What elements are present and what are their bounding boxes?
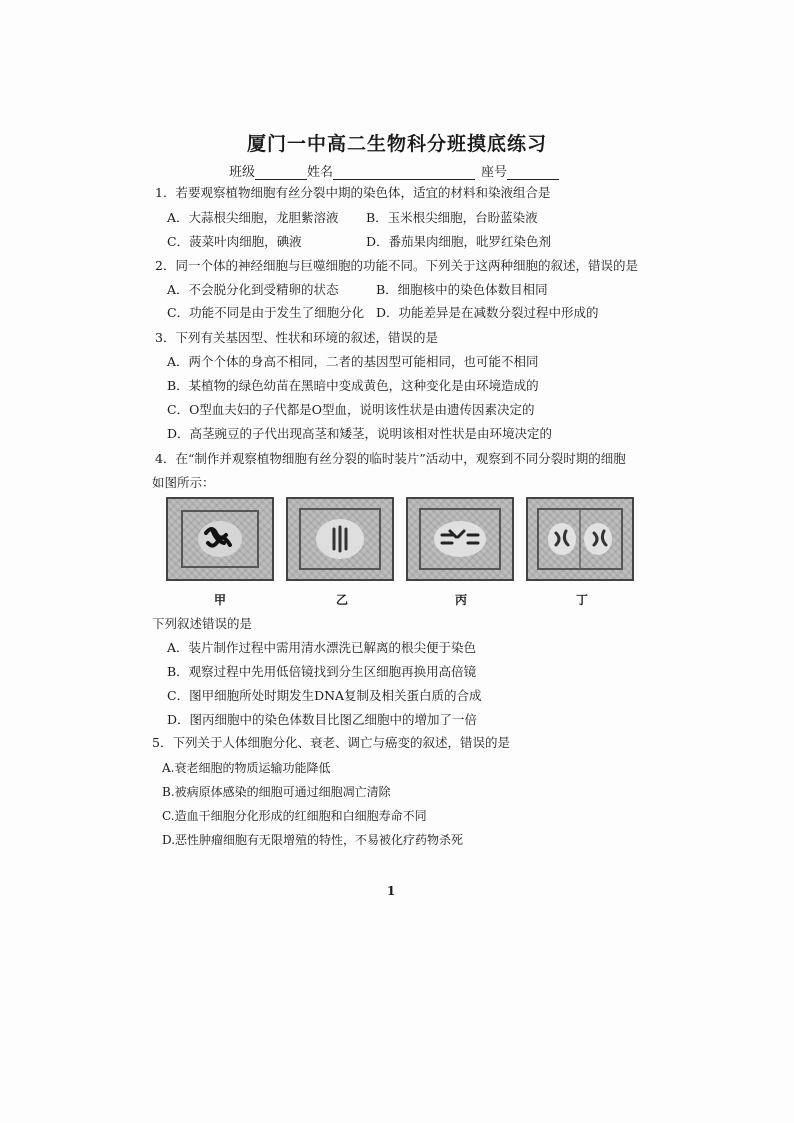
question-5-stem: 5．下列关于人体细胞分化、衰老、调亡与癌变的叙述，错误的是 bbox=[152, 735, 510, 750]
micrograph-yi-drawing bbox=[288, 499, 392, 579]
question-5-option-d[interactable]: D.恶性肿瘤细胞有无限增殖的特性，不易被化疗药物杀死 bbox=[162, 833, 464, 847]
question-4-option-a[interactable]: A．装片制作过程中需用清水漂洗已解离的根尖便于染色 bbox=[167, 640, 477, 655]
micrograph-ding-drawing bbox=[528, 499, 632, 579]
seat-label: 座号 bbox=[481, 165, 508, 180]
image-label-jia: 甲 bbox=[213, 593, 226, 607]
question-5-option-c[interactable]: C.造血干细胞分化形成的红细胞和白细胞寿命不同 bbox=[162, 809, 427, 823]
question-1-option-c[interactable]: C．菠菜叶肉细胞，碘液 bbox=[167, 234, 302, 249]
question-5-option-a[interactable]: A.衰老细胞的物质运输功能降低 bbox=[162, 761, 331, 775]
question-3-option-d[interactable]: D．高茎豌豆的子代出现高茎和矮茎，说明该相对性状是由环境决定的 bbox=[167, 426, 553, 441]
micrograph-bing-drawing bbox=[408, 499, 512, 579]
question-3-option-c[interactable]: C．O型血夫妇的子代都是O型血，说明该性状是由遗传因素决定的 bbox=[167, 402, 535, 417]
micrograph-yi bbox=[286, 497, 394, 581]
image-label-yi: 乙 bbox=[335, 593, 348, 607]
question-2-option-a[interactable]: A．不会脱分化到受精卵的状态 bbox=[167, 282, 339, 297]
question-4-stem: 4．在“制作并观察植物细胞有丝分裂的临时装片”活动中，观察到不同分裂时期的细胞 bbox=[155, 451, 626, 466]
class-blank[interactable] bbox=[255, 166, 307, 180]
question-1-stem: 1．若要观察植物细胞有丝分裂中期的染色体，适宜的材料和染液组合是 bbox=[155, 185, 551, 200]
micrograph-jia-drawing bbox=[168, 499, 272, 579]
question-1-option-d[interactable]: D．番茄果肉细胞，吡罗红染色剂 bbox=[366, 234, 552, 249]
class-label: 班级 bbox=[229, 165, 256, 180]
question-4-option-b[interactable]: B．观察过程中先用低倍镜找到分生区细胞再换用高倍镜 bbox=[167, 664, 477, 679]
question-2-stem: 2．同一个体的神经细胞与巨噬细胞的功能不同。下列关于这两种细胞的叙述，错误的是 bbox=[155, 258, 638, 273]
seat-blank[interactable] bbox=[507, 166, 559, 180]
question-2-option-d[interactable]: D．功能差异是在减数分裂过程中形成的 bbox=[376, 305, 599, 320]
question-5-option-b[interactable]: B.被病原体感染的细胞可通过细胞凋亡清除 bbox=[162, 785, 391, 799]
question-4-option-c[interactable]: C．图甲细胞所处时期发生DNA复制及相关蛋白质的合成 bbox=[167, 688, 482, 703]
question-2-option-b[interactable]: B．细胞核中的染色体数目相同 bbox=[376, 282, 548, 297]
question-4-option-d[interactable]: D．图丙细胞中的染色体数目比图乙细胞中的增加了一倍 bbox=[167, 712, 478, 727]
name-label: 姓名 bbox=[307, 165, 334, 180]
question-2-option-c[interactable]: C．功能不同是由于发生了细胞分化 bbox=[167, 305, 365, 320]
page-number: 1 bbox=[386, 884, 396, 898]
page-title: 厦门一中高二生物科分班摸底练习 bbox=[246, 133, 547, 155]
question-1-option-a[interactable]: A．大蒜根尖细胞，龙胆紫溶液 bbox=[167, 210, 339, 225]
question-3-option-a[interactable]: A．两个个体的身高不相同，二者的基因型可能相同，也可能不相同 bbox=[167, 354, 539, 369]
question-3-stem: 3．下列有关基因型、性状和环境的叙述，错误的是 bbox=[155, 330, 438, 345]
micrograph-ding bbox=[526, 497, 634, 581]
student-info-row bbox=[229, 161, 559, 180]
question-1-option-b[interactable]: B．玉米根尖细胞，台盼蓝染液 bbox=[366, 210, 538, 225]
micrograph-bing bbox=[406, 497, 514, 581]
name-blank[interactable] bbox=[333, 166, 475, 180]
image-label-bing: 丙 bbox=[454, 593, 467, 607]
question-4-lead: 下列叙述错误的是 bbox=[152, 616, 253, 631]
micrograph-row bbox=[166, 497, 636, 583]
micrograph-jia bbox=[166, 497, 274, 581]
image-label-ding: 丁 bbox=[575, 593, 588, 607]
question-4-stem-continued: 如图所示： bbox=[152, 475, 215, 490]
question-3-option-b[interactable]: B．某植物的绿色幼苗在黑暗中变成黄色，这种变化是由环境造成的 bbox=[167, 378, 539, 393]
